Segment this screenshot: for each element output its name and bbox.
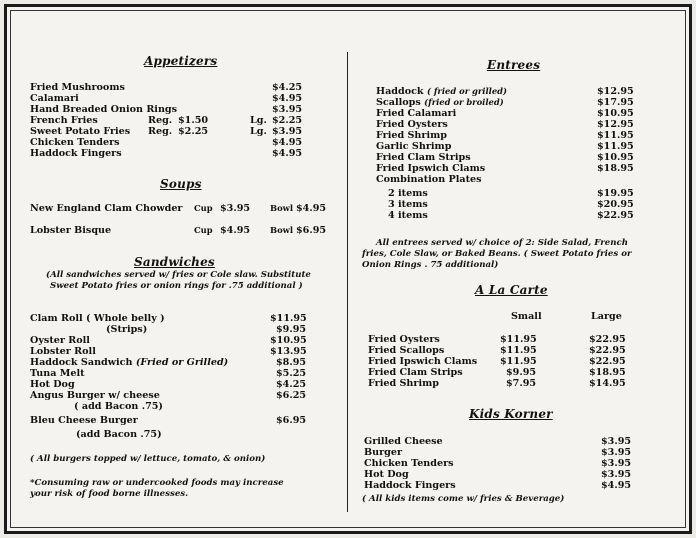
sandwiches-note-line2: Sweet Potato fries or onion rings for .75 additional ) (50, 281, 303, 291)
item-name: Clam Roll ( Whole belly ) (30, 313, 165, 324)
item-name: Burger (364, 447, 403, 458)
item-name: Grilled Cheese (364, 436, 443, 447)
menu-item (30, 346, 310, 357)
item-name: (add Bacon .75) (76, 429, 162, 440)
item-name: Chicken Tenders (364, 458, 454, 469)
size-label: Bowl (270, 225, 294, 235)
item-price: $2.25 (178, 126, 209, 137)
item-name: Fried Ipswich Clams (368, 356, 478, 367)
item-price: $3.95 (601, 447, 632, 458)
item-name: Oyster Roll (30, 335, 90, 346)
item-price: $10.95 (597, 108, 634, 119)
item-name: Fried Clam Strips (376, 152, 471, 163)
item-name: Fried Shrimp (376, 130, 447, 141)
item-price: $17.95 (597, 97, 634, 108)
menu-item-addon (30, 429, 310, 440)
combo-item (376, 210, 646, 221)
item-price: $6.95 (296, 225, 327, 236)
item-price: $4.95 (272, 148, 303, 159)
menu-item (30, 368, 310, 379)
menu-item-addon (30, 401, 310, 412)
kids-korner-heading: Kids Korner (469, 407, 553, 421)
item-detail: (fried or broiled) (424, 97, 504, 107)
item-price: $13.95 (270, 346, 307, 357)
combo-item (376, 199, 646, 210)
item-price: $11.95 (270, 313, 307, 324)
item-price: $4.95 (272, 93, 303, 104)
item-name: Angus Burger w/ cheese (30, 390, 160, 401)
warning-line1: *Consuming raw or undercooked foods may increase (30, 478, 284, 488)
large-column-header: Large (591, 311, 622, 322)
item-price-small: $11.95 (500, 334, 537, 345)
item-name: Bleu Cheese Burger (30, 415, 138, 426)
item-name: Haddock Fingers (30, 148, 122, 159)
soups-heading: Soups (160, 177, 202, 191)
item-price: $2.25 (272, 115, 303, 126)
item-price: $3.95 (272, 104, 303, 115)
menu-item (376, 119, 646, 130)
menu-item (368, 345, 638, 356)
item-price: $6.25 (276, 390, 307, 401)
item-price: $11.95 (597, 141, 634, 152)
menu-item-clam-strips (30, 324, 310, 335)
item-name: (Strips) (106, 324, 148, 335)
entrees-heading: Entrees (487, 58, 541, 72)
item-price: $12.95 (597, 86, 634, 97)
menu-item (368, 334, 638, 345)
menu-item (30, 390, 310, 401)
entrees-note-line2: fries, Cole Slaw, or Baked Beans. ( Sweet Potato fries or (362, 249, 632, 259)
item-name: 2 items (388, 188, 428, 199)
item-name: Scallops (376, 97, 421, 108)
combo-item (376, 188, 646, 199)
soup-item (30, 225, 330, 236)
size-label: Reg. (148, 115, 173, 126)
menu-item (30, 148, 305, 159)
item-price: $19.95 (597, 188, 634, 199)
item-name: Fried Calamari (376, 108, 457, 119)
menu-item (368, 356, 638, 367)
item-price: $3.95 (601, 469, 632, 480)
item-price: $11.95 (597, 130, 634, 141)
item-price: $5.25 (276, 368, 307, 379)
item-name: 4 items (388, 210, 428, 221)
menu-item (30, 415, 310, 426)
item-name: French Fries (30, 115, 98, 126)
item-name: Haddock (376, 86, 424, 97)
size-label: Cup (194, 203, 213, 213)
item-price: $10.95 (597, 152, 634, 163)
menu-item (30, 379, 310, 390)
item-name: Fried Scallops (368, 345, 445, 356)
sandwiches-note-line1: (All sandwiches served w/ fries or Cole slaw. Substitute (46, 270, 311, 280)
item-price-small: $7.95 (506, 378, 537, 389)
item-name: Fried Oysters (376, 119, 448, 130)
item-price: $22.95 (597, 210, 634, 221)
item-price: $4.25 (276, 379, 307, 390)
item-price-small: $11.95 (500, 356, 537, 367)
item-price: $4.25 (272, 82, 303, 93)
menu-item (364, 469, 644, 480)
size-label: Cup (194, 225, 213, 235)
menu-item (376, 130, 646, 141)
item-name: Garlic Shrimp (376, 141, 452, 152)
a-la-carte-heading: A La Carte (475, 283, 548, 297)
menu-item (364, 480, 644, 491)
item-name: Chicken Tenders (30, 137, 120, 148)
item-price-large: $18.95 (589, 367, 626, 378)
size-label: Bowl (270, 203, 294, 213)
menu-item (368, 378, 638, 389)
item-name: Hand Breaded Onion Rings (30, 104, 178, 115)
item-price-small: $9.95 (506, 367, 537, 378)
menu-item (376, 152, 646, 163)
menu-item (30, 137, 305, 148)
item-name: Fried Clam Strips (368, 367, 463, 378)
menu-item (376, 141, 646, 152)
item-price: $9.95 (276, 324, 307, 335)
item-name: Sweet Potato Fries (30, 126, 131, 137)
item-price: $10.95 (270, 335, 307, 346)
sandwiches-heading: Sandwiches (134, 255, 215, 269)
size-label: Lg. (250, 126, 267, 137)
burger-note: ( All burgers topped w/ lettuce, tomato, & onion) (30, 454, 266, 464)
appetizers-heading: Appetizers (144, 54, 218, 68)
item-detail: ( fried or grilled) (426, 86, 507, 96)
menu-item (30, 93, 305, 104)
item-name: Hot Dog (364, 469, 409, 480)
item-name: Haddock Fingers (364, 480, 456, 491)
kids-note: ( All kids items come w/ fries & Beverage) (362, 494, 565, 504)
item-price: $8.95 (276, 357, 307, 368)
size-label: Reg. (148, 126, 173, 137)
menu-item (30, 82, 305, 93)
item-price: $3.95 (601, 436, 632, 447)
item-name: Combination Plates (376, 174, 482, 185)
menu-item-haddock (376, 86, 646, 97)
sandwiches-list (30, 313, 310, 440)
item-price: $4.95 (220, 225, 251, 236)
item-name: 3 items (388, 199, 428, 210)
item-price: $20.95 (597, 199, 634, 210)
item-price: $12.95 (597, 119, 634, 130)
item-price: $4.95 (296, 203, 327, 214)
item-price: $1.50 (178, 115, 209, 126)
menu-item (30, 104, 305, 115)
menu-item (30, 335, 310, 346)
menu-item (376, 163, 646, 174)
menu-item (364, 458, 644, 469)
item-name: New England Clam Chowder (30, 203, 183, 214)
item-price: $4.95 (272, 137, 303, 148)
item-price-large: $14.95 (589, 378, 626, 389)
item-price-large: $22.95 (589, 334, 626, 345)
item-price: $3.95 (601, 458, 632, 469)
menu-item (376, 108, 646, 119)
entrees-list (376, 86, 646, 221)
menu-item (368, 367, 638, 378)
item-name: Hot Dog (30, 379, 75, 390)
menu-item-clam-roll (30, 313, 310, 324)
item-name: Lobster Roll (30, 346, 96, 357)
item-price-large: $22.95 (589, 345, 626, 356)
menu-item (364, 447, 644, 458)
menu-item-sweet-potato-fries (30, 126, 305, 137)
menu-item-combination-plates (376, 174, 646, 185)
menu-item (364, 436, 644, 447)
item-name: ( add Bacon .75) (74, 401, 163, 412)
menu-item-french-fries (30, 115, 305, 126)
item-price-small: $11.95 (500, 345, 537, 356)
item-name: Tuna Melt (30, 368, 85, 379)
small-column-header: Small (511, 311, 542, 322)
menu-item-scallops (376, 97, 646, 108)
item-name: Calamari (30, 93, 79, 104)
item-name: Haddock Sandwich (30, 357, 133, 368)
item-price: $4.95 (601, 480, 632, 491)
item-detail: (Fried or Grilled) (135, 357, 229, 368)
item-name: Fried Mushrooms (30, 82, 125, 93)
entrees-note-line1: All entrees served w/ choice of 2: Side Salad, French (376, 238, 628, 248)
kids-list (364, 436, 644, 491)
menu-item-haddock-sandwich (30, 357, 310, 368)
warning-line2: your risk of food borne illnesses. (30, 489, 189, 499)
item-price: $18.95 (597, 163, 634, 174)
entrees-note-line3: Onion Rings . 75 additional) (362, 260, 499, 270)
item-name: Lobster Bisque (30, 225, 112, 236)
appetizers-list (30, 82, 305, 159)
a-la-carte-list (368, 334, 638, 389)
item-name: Fried Ipswich Clams (376, 163, 486, 174)
soup-item (30, 203, 330, 214)
item-price-large: $22.95 (589, 356, 626, 367)
item-price: $3.95 (220, 203, 251, 214)
item-price: $6.95 (276, 415, 307, 426)
item-name: Fried Oysters (368, 334, 440, 345)
size-label: Lg. (250, 115, 267, 126)
item-price: $3.95 (272, 126, 303, 137)
item-name: Fried Shrimp (368, 378, 439, 389)
